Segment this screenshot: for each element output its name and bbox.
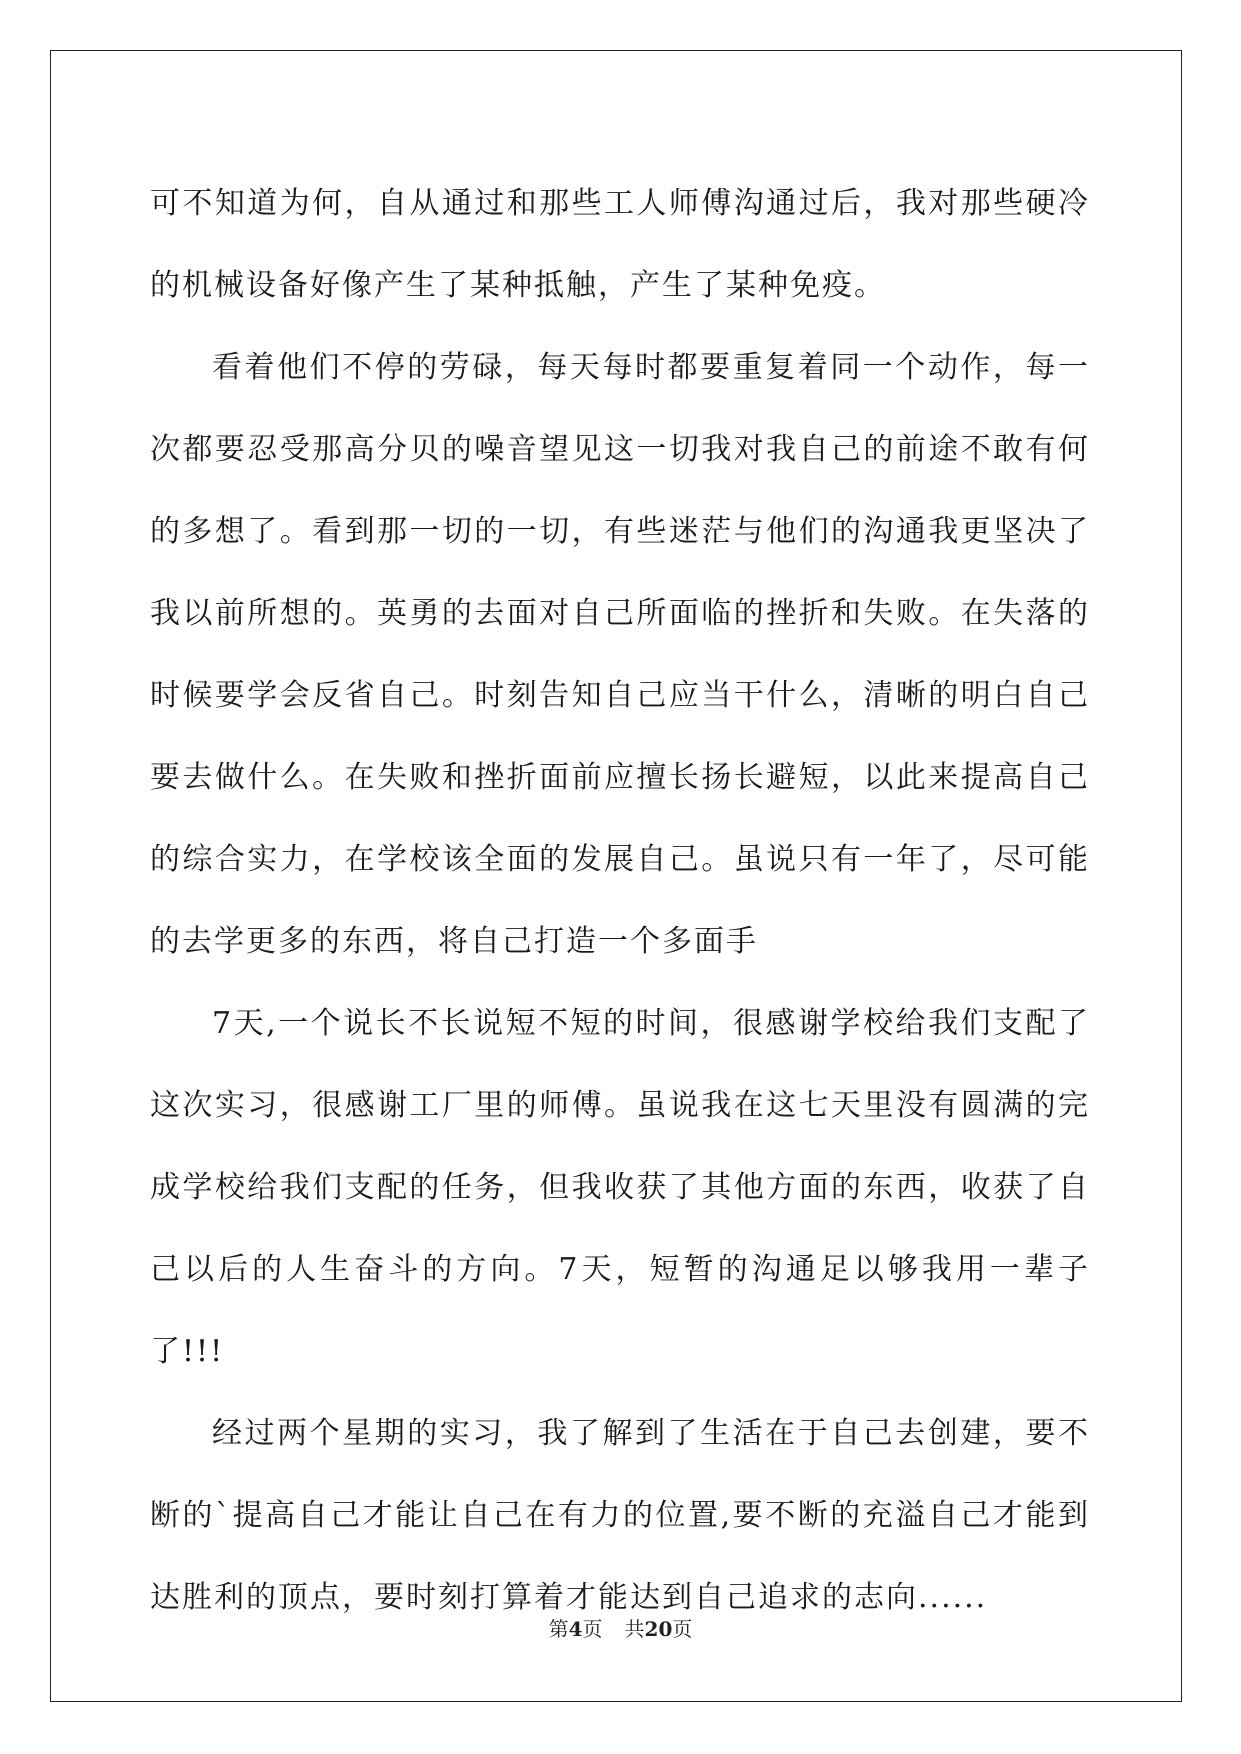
footer-page-number: 4: [568, 1617, 583, 1641]
paragraph-1: 可不知道为何，自从通过和那些工人师傅沟通过后，我对那些硬冷的机械设备好像产生了某种抵触，产生了某种免疫。: [150, 186, 1090, 303]
footer-prefix: 第: [548, 1617, 569, 1641]
footer-total-pages: 20: [644, 1617, 673, 1641]
paragraph-2: 看着他们不停的劳碌，每天每时都要重复着同一个动作，每一次都要忍受那高分贝的噪音望见这一切我对我自己的前途不敢有何的多想了。看到那一切的一切，有些迷茫与他们的沟通我更坚决了我以前所想的。英勇的去面对自己所面临的挫折和失败。在失落的时候要学会反省自己。时刻告知自己应当干什么，清晰的明白自己要去做什么。在失败和挫折面前应擅长扬长避短，以此来提高自己的综合实力，在学校该全面的发展自己。虽说只有一年了，尽可能的去学更多的东西，将自己打造一个多面手: [150, 350, 1090, 959]
footer-total-prefix: 共: [624, 1617, 645, 1641]
footer-total-suffix: 页: [672, 1617, 693, 1641]
page-footer: [0, 1613, 1241, 1642]
paragraph-4: 经过两个星期的实习，我了解到了生活在于自己去创建，要不断的`提高自己才能让自己在有力的位置,要不断的充溢自己才能到达胜利的顶点，要时刻打算着才能达到自己追求的志向......: [150, 1416, 1090, 1615]
footer-page-suffix: 页: [582, 1617, 603, 1641]
document-body: [150, 163, 1090, 1639]
paragraph-3: 7天,一个说长不长说短不短的时间，很感谢学校给我们支配了这次实习，很感谢工厂里的师傅。虽说我在这七天里没有圆满的完成学校给我们支配的任务，但我收获了其他方面的东西，收获了自己以后的人生奋斗的方向。7天，短暂的沟通足以够我用一辈子了!!!: [150, 1006, 1090, 1369]
